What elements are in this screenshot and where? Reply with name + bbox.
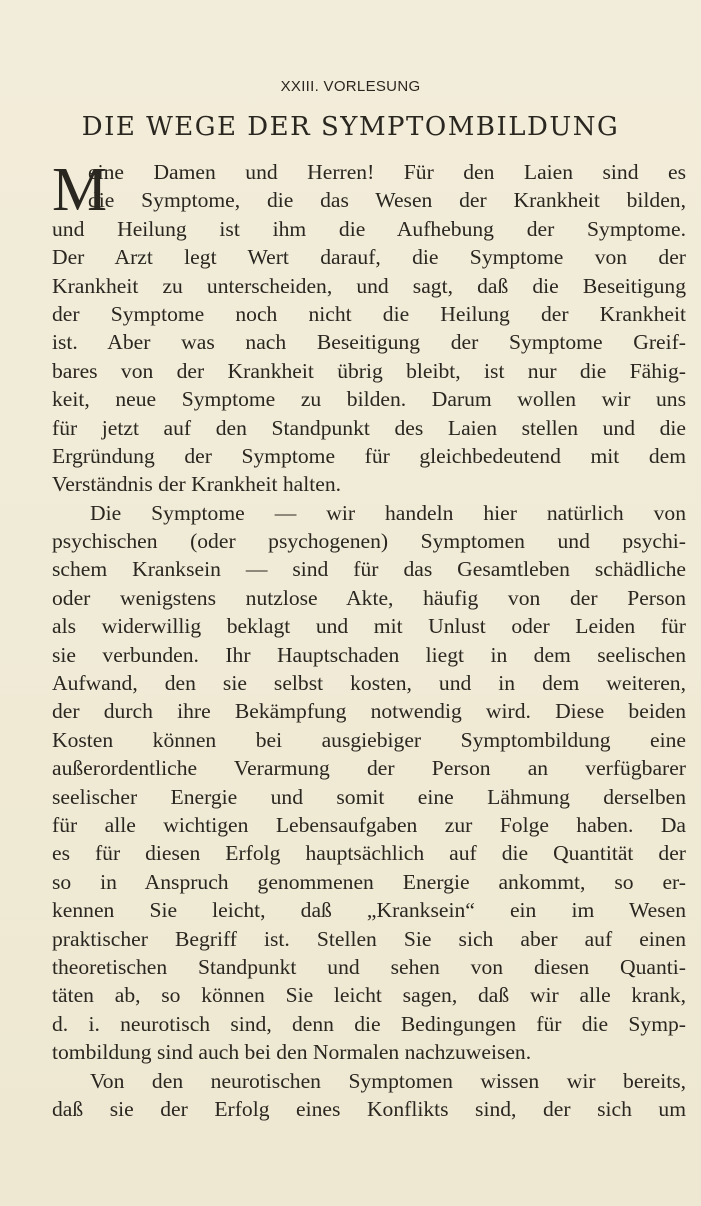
text-line: der Symptome noch nicht die Heilung der Krankheit bbox=[52, 301, 686, 326]
body-text bbox=[52, 158, 686, 1123]
text-line: für jetzt auf den Standpunkt des Laien stellen und die bbox=[52, 415, 686, 440]
text-line: Verständnis der Krankheit halten. bbox=[52, 472, 342, 497]
text-line: die Symptome, die das Wesen der Krankheit bilden, bbox=[88, 188, 686, 213]
text-line: Die Symptome — wir handeln hier natürlich von bbox=[90, 500, 686, 525]
text-line: es für diesen Erfolg hauptsächlich auf die Quantität der bbox=[52, 841, 686, 866]
text-line: seelischer Energie und somit eine Lähmung derselben bbox=[52, 784, 686, 809]
text-line: schem Kranksein — sind für das Gesamtleben schädliche bbox=[52, 557, 686, 582]
text-line: für alle wichtigen Lebensaufgaben zur Folge haben. Da bbox=[52, 812, 686, 837]
text-line: der durch ihre Bekämpfung notwendig wird. Diese beiden bbox=[52, 699, 686, 724]
text-line: Ergründung der Symptome für gleichbedeutend mit dem bbox=[52, 443, 686, 468]
text-line: und Heilung ist ihm die Aufhebung der Symptome. bbox=[52, 216, 686, 241]
text-line: Der Arzt legt Wert darauf, die Symptome von der bbox=[52, 245, 686, 270]
chapter-heading: XXIII. VORLESUNG bbox=[280, 78, 421, 95]
text-line: kennen Sie leicht, daß „Kranksein“ ein im Wesen bbox=[52, 898, 686, 923]
text-line: keit, neue Symptome zu bilden. Darum wollen wir uns bbox=[52, 387, 686, 412]
text-line: so in Anspruch genommenen Energie ankommt, so er- bbox=[52, 869, 686, 894]
text-line: psychischen (oder psychogenen) Symptomen und psychi- bbox=[52, 529, 686, 554]
text-line: theoretischen Standpunkt und sehen von diesen Quanti- bbox=[52, 954, 686, 979]
text-line: eine Damen und Herren! Für den Laien sind es bbox=[88, 160, 686, 184]
text-line: daß sie der Erfolg eines Konflikts sind, der sich um bbox=[52, 1096, 686, 1121]
text-line: tombildung sind auch bei den Normalen nachzuweisen. bbox=[52, 1040, 532, 1065]
text-line: täten ab, so können Sie leicht sagen, daß wir alle krank, bbox=[52, 983, 686, 1008]
text-line: Kosten können bei ausgiebiger Symptombildung eine bbox=[52, 727, 686, 752]
text-line: Aufwand, den sie selbst kosten, und in dem weiteren, bbox=[52, 671, 686, 696]
drop-cap: M bbox=[52, 156, 108, 224]
text-line: sie verbunden. Ihr Hauptschaden liegt in dem seelischen bbox=[52, 642, 686, 667]
text-line: Krankheit zu unterscheiden, und sagt, daß die Beseitigung bbox=[52, 273, 686, 298]
text-line: außerordentliche Verarmung der Person an verfügbarer bbox=[52, 756, 686, 781]
text-line: d. i. neurotisch sind, denn die Bedingungen für die Symp- bbox=[52, 1011, 686, 1036]
text-line: oder wenigstens nutzlose Akte, häufig von der Person bbox=[52, 585, 686, 610]
text-line: bares von der Krankheit übrig bleibt, ist nur die Fähig- bbox=[52, 358, 686, 383]
text-line: Von den neurotischen Symptomen wissen wir bereits, bbox=[90, 1068, 686, 1093]
text-line: praktischer Begriff ist. Stellen Sie sich aber auf einen bbox=[52, 926, 686, 951]
text-line: als widerwillig beklagt und mit Unlust oder Leiden für bbox=[52, 614, 686, 639]
page-title: DIE WEGE DER SYMPTOMBILDUNG bbox=[81, 112, 620, 142]
text-line: ist. Aber was nach Beseitigung der Symptome Greif- bbox=[52, 330, 686, 355]
